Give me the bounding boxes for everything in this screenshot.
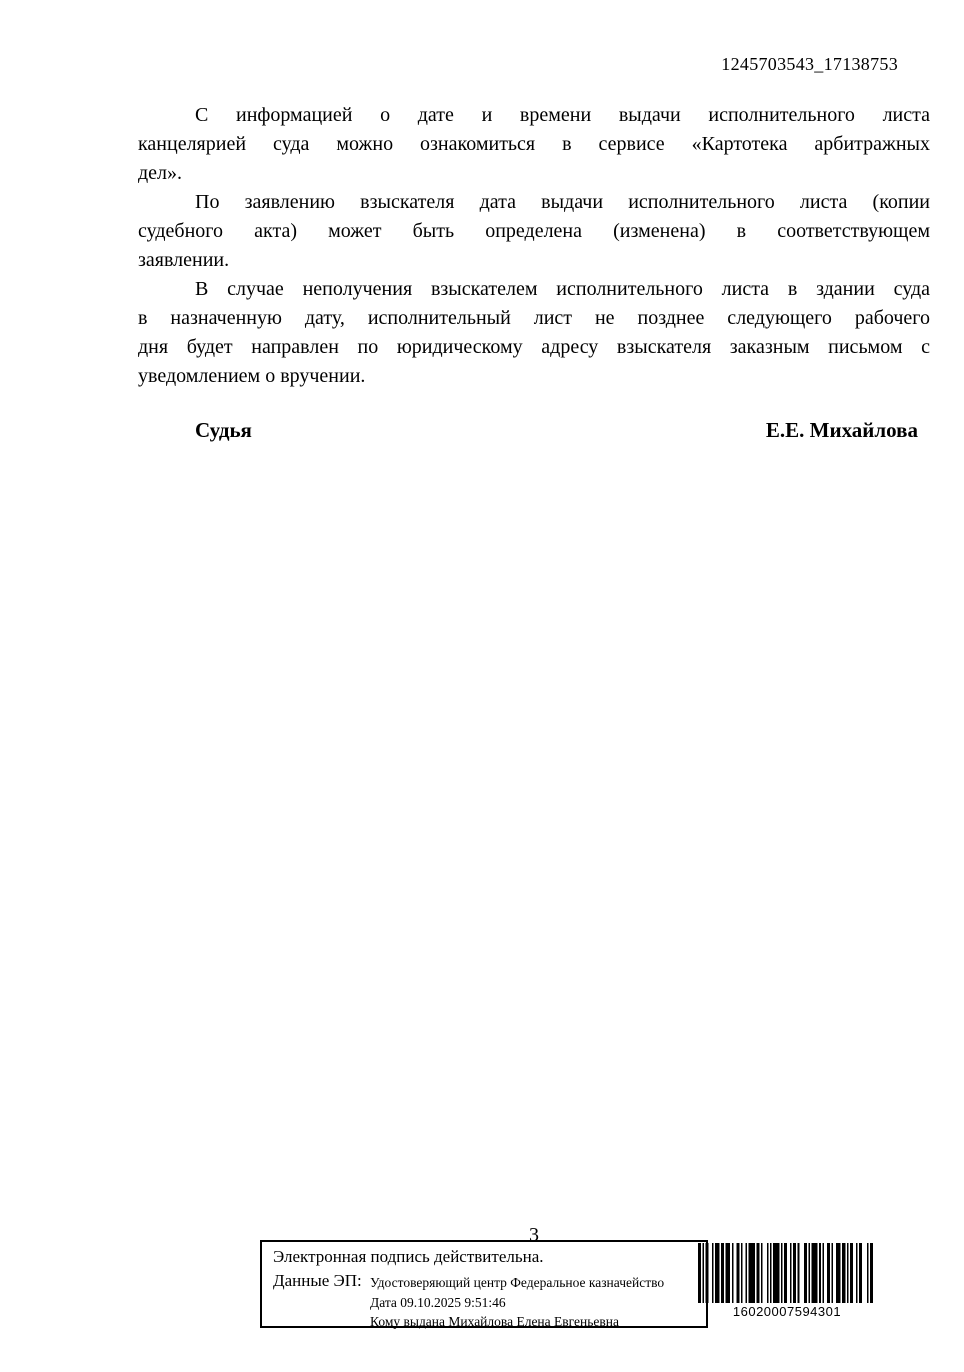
document-id: 1245703543_17138753 (721, 54, 898, 74)
text-line: канцелярией суда можно ознакомиться в сервисе «Картотека арбитражных (138, 133, 930, 155)
text-line: судебного акта) может быть определена (изменена) в соответствующем (138, 220, 930, 242)
esignature-stamp (260, 1240, 708, 1328)
text-line: По заявлению взыскателя дата выдачи исполнительного листа (копии (195, 191, 930, 213)
esignature-data-label: Данные ЭП: (273, 1271, 362, 1290)
document-body (138, 101, 930, 391)
judge-role-label: Судья (195, 418, 252, 442)
signature-row (138, 418, 930, 442)
text-line: дел». (138, 162, 183, 184)
text-line: С информацией о дате и времени выдачи исполнительного листа (195, 104, 930, 126)
esignature-issued-to: Кому выдана Михайлова Елена Евгеньевна (370, 1314, 619, 1329)
esignature-data-row (273, 1271, 706, 1332)
text-line: В случае неполучения взыскателем исполнительного листа в здании суда (195, 278, 930, 300)
esignature-valid-text: Электронная подпись действительна. (273, 1247, 544, 1266)
barcode-bars-icon (698, 1243, 876, 1303)
text-line: заявлении. (138, 249, 230, 271)
esignature-details (370, 1271, 664, 1332)
text-line: уведомлением о вручении. (138, 365, 366, 387)
text-line: в назначенную дату, исполнительный лист не позднее следующего рабочего (138, 307, 930, 329)
judge-name: Е.Е. Михайлова (765, 418, 918, 442)
text-line: дня будет направлен по юридическому адресу взыскателя заказным письмом с (138, 336, 930, 358)
barcode-number: 16020007594301 (732, 1304, 842, 1319)
esignature-authority: Удостоверяющий центр Федеральное казначейство (370, 1275, 665, 1290)
esignature-date: Дата 09.10.2025 9:51:46 (370, 1294, 506, 1310)
barcode (698, 1243, 876, 1319)
page-number: 3 (529, 1224, 539, 1246)
